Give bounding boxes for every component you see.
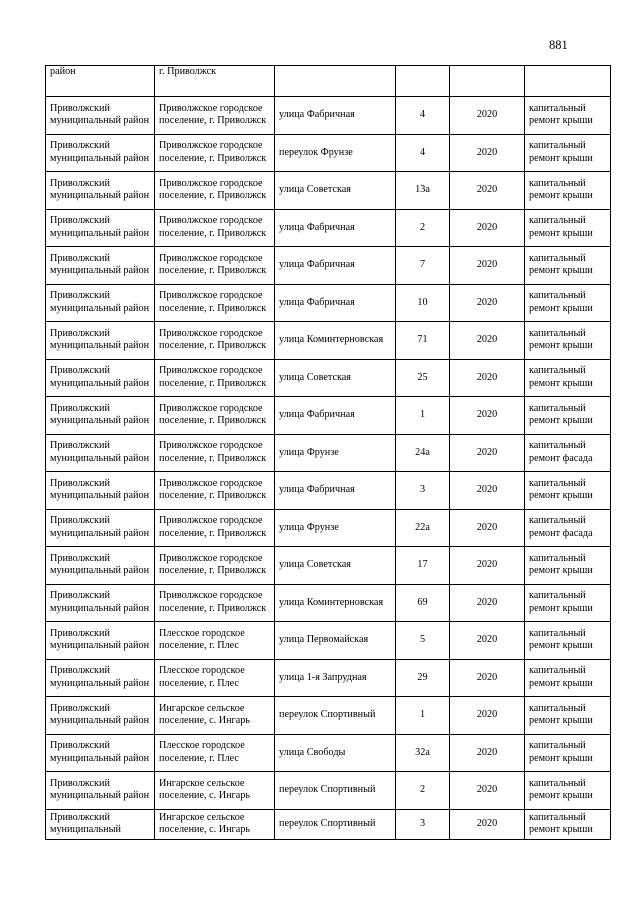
settlement-cell: г. Приволжск <box>155 66 275 97</box>
district-cell: Приволжский муниципальный район <box>46 247 155 285</box>
settlement-cell: Плесское городское поселение, г. Плес <box>155 659 275 697</box>
street-cell: переулок Фрунзе <box>275 134 396 172</box>
table-row <box>46 734 611 772</box>
district-cell: Приволжский муниципальный район <box>46 697 155 735</box>
work-cell: капитальный ремонт крыши <box>525 284 611 322</box>
settlement-cell: Приволжское городское поселение, г. Приволжск <box>155 134 275 172</box>
house-cell: 22а <box>396 509 450 547</box>
table-row <box>46 697 611 735</box>
table-row <box>46 659 611 697</box>
street-cell: улица Советская <box>275 172 396 210</box>
table-row <box>46 547 611 585</box>
settlement-cell: Приволжское городское поселение, г. Приволжск <box>155 322 275 360</box>
work-cell: капитальный ремонт крыши <box>525 134 611 172</box>
work-cell: капитальный ремонт крыши <box>525 322 611 360</box>
street-cell: улица 1-я Запрудная <box>275 659 396 697</box>
work-cell: капитальный ремонт крыши <box>525 697 611 735</box>
district-cell: Приволжский муниципальный район <box>46 172 155 210</box>
house-cell: 2 <box>396 772 450 810</box>
settlement-cell: Приволжское городское поселение, г. Приволжск <box>155 284 275 322</box>
street-cell: улица Фабричная <box>275 97 396 135</box>
district-cell: Приволжский муниципальный район <box>46 209 155 247</box>
house-cell: 32а <box>396 734 450 772</box>
table-row <box>46 809 611 839</box>
street-cell: улица Советская <box>275 547 396 585</box>
settlement-cell: Ингарское сельское поселение, с. Ингарь <box>155 809 275 839</box>
settlement-cell: Ингарское сельское поселение, с. Ингарь <box>155 697 275 735</box>
year-cell: 2020 <box>450 322 525 360</box>
table-row <box>46 172 611 210</box>
street-cell: улица Фабричная <box>275 397 396 435</box>
table-row <box>46 284 611 322</box>
work-cell: капитальный ремонт фасада <box>525 509 611 547</box>
house-cell: 25 <box>396 359 450 397</box>
table-row <box>46 397 611 435</box>
year-cell: 2020 <box>450 772 525 810</box>
page-number: 881 <box>549 38 568 52</box>
district-cell: Приволжский муниципальный район <box>46 434 155 472</box>
work-cell: капитальный ремонт крыши <box>525 172 611 210</box>
district-cell: Приволжский муниципальный район <box>46 772 155 810</box>
table-row <box>46 622 611 660</box>
district-cell: Приволжский муниципальный район <box>46 584 155 622</box>
house-cell: 1 <box>396 697 450 735</box>
street-cell <box>275 66 396 97</box>
street-cell: улица Коминтерновская <box>275 322 396 360</box>
house-cell: 5 <box>396 622 450 660</box>
table-row <box>46 434 611 472</box>
year-cell: 2020 <box>450 697 525 735</box>
year-cell: 2020 <box>450 172 525 210</box>
settlement-cell: Приволжское городское поселение, г. Приволжск <box>155 434 275 472</box>
street-cell: улица Фрунзе <box>275 434 396 472</box>
table-row <box>46 772 611 810</box>
table-row <box>46 209 611 247</box>
year-cell: 2020 <box>450 659 525 697</box>
district-cell: Приволжский муниципальный район <box>46 359 155 397</box>
work-cell: капитальный ремонт крыши <box>525 472 611 510</box>
year-cell: 2020 <box>450 397 525 435</box>
table-row <box>46 322 611 360</box>
district-cell: Приволжский муниципальный район <box>46 622 155 660</box>
work-cell: капитальный ремонт крыши <box>525 734 611 772</box>
street-cell: улица Коминтерновская <box>275 584 396 622</box>
district-cell: район <box>46 66 155 97</box>
house-cell: 24а <box>396 434 450 472</box>
year-cell: 2020 <box>450 734 525 772</box>
work-cell: капитальный ремонт крыши <box>525 622 611 660</box>
district-cell: Приволжский муниципальный район <box>46 659 155 697</box>
district-cell: Приволжский муниципальный район <box>46 284 155 322</box>
street-cell: улица Советская <box>275 359 396 397</box>
house-cell: 7 <box>396 247 450 285</box>
district-cell: Приволжский муниципальный район <box>46 397 155 435</box>
work-cell: капитальный ремонт крыши <box>525 359 611 397</box>
settlement-cell: Приволжское городское поселение, г. Приволжск <box>155 584 275 622</box>
work-cell: капитальный ремонт крыши <box>525 659 611 697</box>
work-cell: капитальный ремонт крыши <box>525 809 611 839</box>
work-cell: капитальный ремонт крыши <box>525 247 611 285</box>
street-cell: переулок Спортивный <box>275 697 396 735</box>
house-cell: 1 <box>396 397 450 435</box>
street-cell: улица Первомайская <box>275 622 396 660</box>
street-cell: улица Фабричная <box>275 247 396 285</box>
table-body <box>46 66 611 840</box>
settlement-cell: Плесское городское поселение, г. Плес <box>155 734 275 772</box>
house-cell: 10 <box>396 284 450 322</box>
settlement-cell: Приволжское городское поселение, г. Приволжск <box>155 547 275 585</box>
year-cell: 2020 <box>450 284 525 322</box>
settlement-cell: Приволжское городское поселение, г. Приволжск <box>155 472 275 510</box>
year-cell: 2020 <box>450 547 525 585</box>
house-cell: 29 <box>396 659 450 697</box>
year-cell: 2020 <box>450 97 525 135</box>
street-cell: переулок Спортивный <box>275 772 396 810</box>
district-cell: Приволжский муниципальный район <box>46 547 155 585</box>
house-cell: 4 <box>396 97 450 135</box>
settlement-cell: Приволжское городское поселение, г. Приволжск <box>155 97 275 135</box>
year-cell: 2020 <box>450 247 525 285</box>
settlement-cell: Ингарское сельское поселение, с. Ингарь <box>155 772 275 810</box>
house-cell: 71 <box>396 322 450 360</box>
settlement-cell: Приволжское городское поселение, г. Приволжск <box>155 172 275 210</box>
table-row <box>46 134 611 172</box>
district-cell: Приволжский муниципальный <box>46 809 155 839</box>
house-cell: 4 <box>396 134 450 172</box>
repair-schedule-table <box>45 65 611 840</box>
settlement-cell: Приволжское городское поселение, г. Приволжск <box>155 359 275 397</box>
district-cell: Приволжский муниципальный район <box>46 509 155 547</box>
district-cell: Приволжский муниципальный район <box>46 472 155 510</box>
settlement-cell: Приволжское городское поселение, г. Приволжск <box>155 509 275 547</box>
year-cell: 2020 <box>450 359 525 397</box>
street-cell: улица Фабричная <box>275 472 396 510</box>
table-row <box>46 359 611 397</box>
table-row <box>46 509 611 547</box>
year-cell: 2020 <box>450 809 525 839</box>
house-cell <box>396 66 450 97</box>
year-cell: 2020 <box>450 584 525 622</box>
table-row <box>46 247 611 285</box>
settlement-cell: Приволжское городское поселение, г. Приволжск <box>155 209 275 247</box>
house-cell: 3 <box>396 809 450 839</box>
table-row <box>46 472 611 510</box>
house-cell: 13а <box>396 172 450 210</box>
house-cell: 3 <box>396 472 450 510</box>
house-cell: 17 <box>396 547 450 585</box>
work-cell: капитальный ремонт крыши <box>525 584 611 622</box>
settlement-cell: Приволжское городское поселение, г. Приволжск <box>155 247 275 285</box>
work-cell: капитальный ремонт крыши <box>525 397 611 435</box>
table-row-continued <box>46 66 611 97</box>
street-cell: улица Свободы <box>275 734 396 772</box>
settlement-cell: Плесское городское поселение, г. Плес <box>155 622 275 660</box>
year-cell <box>450 66 525 97</box>
district-cell: Приволжский муниципальный район <box>46 734 155 772</box>
house-cell: 2 <box>396 209 450 247</box>
year-cell: 2020 <box>450 209 525 247</box>
work-cell: капитальный ремонт крыши <box>525 209 611 247</box>
work-cell: капитальный ремонт крыши <box>525 772 611 810</box>
street-cell: улица Фабричная <box>275 209 396 247</box>
table-row <box>46 584 611 622</box>
house-cell: 69 <box>396 584 450 622</box>
work-cell: капитальный ремонт фасада <box>525 434 611 472</box>
street-cell: улица Фрунзе <box>275 509 396 547</box>
year-cell: 2020 <box>450 134 525 172</box>
work-cell <box>525 66 611 97</box>
street-cell: переулок Спортивный <box>275 809 396 839</box>
district-cell: Приволжский муниципальный район <box>46 134 155 172</box>
year-cell: 2020 <box>450 622 525 660</box>
district-cell: Приволжский муниципальный район <box>46 97 155 135</box>
district-cell: Приволжский муниципальный район <box>46 322 155 360</box>
work-cell: капитальный ремонт крыши <box>525 97 611 135</box>
year-cell: 2020 <box>450 472 525 510</box>
street-cell: улица Фабричная <box>275 284 396 322</box>
table-row <box>46 97 611 135</box>
work-cell: капитальный ремонт крыши <box>525 547 611 585</box>
year-cell: 2020 <box>450 434 525 472</box>
settlement-cell: Приволжское городское поселение, г. Приволжск <box>155 397 275 435</box>
year-cell: 2020 <box>450 509 525 547</box>
